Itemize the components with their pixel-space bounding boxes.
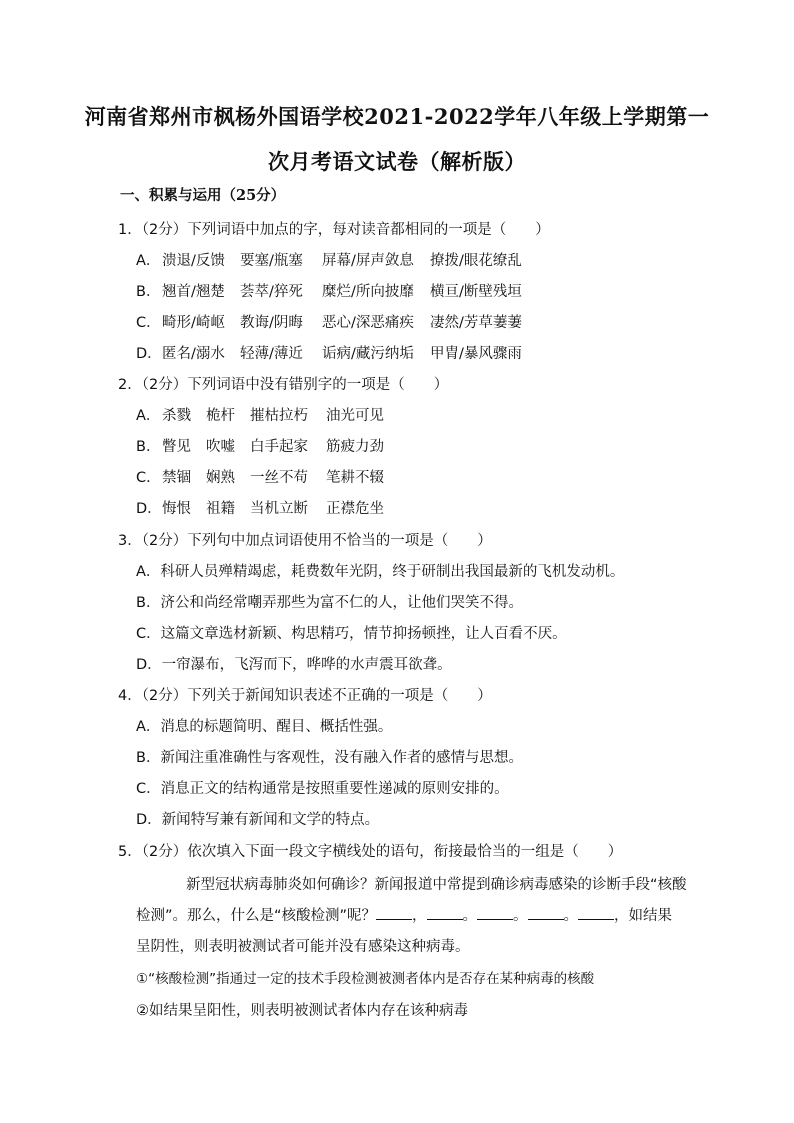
option-item: 瞥见	[162, 439, 191, 455]
option-item: 轻薄/薄近	[240, 346, 303, 362]
question-4-option-b: B．新闻注重准确性与客观性，没有融入作者的感情与思想。	[136, 750, 523, 766]
option-letter: A．	[136, 253, 161, 269]
option-item: 教诲/阴晦	[240, 315, 303, 331]
question-5-paragraph-line3: 呈阴性，则表明被测试者可能并没有感染这种病毒。	[136, 939, 470, 955]
question-1-option-a	[136, 249, 522, 270]
option-item: 笔耕不辍	[326, 470, 384, 486]
circled-number-1: ①	[136, 971, 149, 987]
option-item: 畸形/崎岖	[162, 315, 225, 331]
separator: 。	[513, 908, 528, 924]
document-title-line1: 河南省郑州市枫杨外国语学校2021-2022学年八年级上学期第一	[84, 104, 710, 129]
item-text: “核酸检测”指通过一定的技术手段检测被测者体内是否存在某种病毒的核酸	[148, 971, 595, 987]
option-item: 正襟危坐	[326, 501, 384, 517]
option-item: 屏幕/屏声敛息	[322, 253, 414, 269]
option-letter: D．	[136, 346, 162, 362]
question-2-option-c	[136, 466, 384, 487]
option-item: 横亘/断壁残垣	[430, 284, 522, 300]
question-5-paragraph-line1: 新型冠状病毒肺炎如何确诊？新闻报道中常提到确诊病毒感染的诊断手段“核酸	[186, 877, 687, 893]
option-item: 糜烂/所向披靡	[322, 284, 414, 300]
question-4-stem: 4．（2分）下列关于新闻知识表述不正确的一项是（ ）	[118, 688, 492, 704]
paragraph-text: 检测”。那么，什么是“核酸检测”呢？	[136, 908, 377, 924]
option-item: 筋疲力劲	[326, 439, 384, 455]
option-letter: B．	[136, 284, 161, 300]
question-3-option-a: A．科研人员殚精竭虑，耗费数年光阴，终于研制出我国最新的飞机发动机。	[136, 564, 625, 580]
option-item: 白手起家	[250, 439, 308, 455]
option-item: 甲胄/暴风骤雨	[430, 346, 522, 362]
question-2-option-d	[136, 497, 384, 518]
section-heading: 一、积累与运用（25分）	[120, 187, 286, 204]
option-item: 摧枯拉朽	[250, 408, 308, 424]
option-item: 娴熟	[206, 470, 235, 486]
option-item: 撩拨/眼花缭乱	[430, 253, 522, 269]
question-2-option-a	[136, 404, 384, 425]
option-item: 油光可见	[326, 408, 384, 424]
question-1-option-c	[136, 311, 522, 332]
option-letter: C．	[136, 470, 161, 486]
question-5-item-1	[136, 967, 594, 987]
answer-blank	[376, 907, 412, 920]
question-5-stem: 5．（2分）依次填入下面一段文字横线处的语句，衔接最恰当的一组是（ ）	[118, 844, 623, 860]
question-1-option-d	[136, 342, 522, 363]
separator: 。	[462, 908, 478, 924]
question-3-option-d: D．一帘瀑布，飞泻而下，哗哗的水声震耳欲聋。	[136, 657, 452, 673]
option-item: 一丝不苟	[250, 470, 308, 486]
question-5-item-2	[136, 999, 468, 1020]
question-3-option-c: C．这篇文章选材新颖、构思精巧，情节抑扬顿挫，让人百看不厌。	[136, 626, 567, 642]
separator: 。	[563, 908, 579, 924]
question-1-stem: 1．（2分）下列词语中加点的字，每对读音都相同的一项是（ ）	[118, 222, 550, 238]
answer-blank	[427, 907, 463, 920]
option-letter: A．	[136, 408, 161, 424]
option-item: 桅杆	[206, 408, 235, 424]
option-letter: C．	[136, 315, 161, 331]
question-2-stem: 2．（2分）下列词语中没有错别字的一项是（ ）	[118, 377, 449, 393]
question-3-option-b: B．济公和尚经常嘲弄那些为富不仁的人，让他们哭笑不得。	[136, 595, 523, 611]
document-title-line2: 次月考语文试卷（解析版）	[268, 149, 526, 174]
option-item: 荟萃/猝死	[240, 284, 303, 300]
option-item: 祖籍	[206, 501, 235, 517]
option-item: 溃退/反馈	[162, 253, 225, 269]
separator: ，	[412, 908, 427, 924]
answer-blank	[528, 907, 564, 920]
option-letter: D．	[136, 501, 162, 517]
circled-number-2: ②	[136, 1003, 149, 1019]
option-item: 翘首/翘楚	[162, 284, 225, 300]
option-item: 诟病/藏污纳垢	[322, 346, 414, 362]
question-4-option-c: C．消息正文的结构通常是按照重要性递减的原则安排的。	[136, 781, 509, 797]
question-1-option-b	[136, 280, 522, 301]
option-item: 凄然/芳草萋萋	[430, 315, 522, 331]
option-item: 当机立断	[250, 501, 308, 517]
question-4-option-d: D．新闻特写兼有新闻和文学的特点。	[136, 812, 380, 828]
option-item: 杀戮	[162, 408, 191, 424]
option-item: 禁锢	[162, 470, 191, 486]
question-5-paragraph-line2	[136, 904, 672, 925]
option-item: 匿名/溺水	[162, 346, 225, 362]
option-item: 要塞/瓶塞	[240, 253, 303, 269]
question-4-option-a: A．消息的标题简明、醒目、概括性强。	[136, 719, 393, 735]
option-item: 悔恨	[162, 501, 191, 517]
option-letter: B．	[136, 439, 161, 455]
question-3-stem: 3．（2分）下列句中加点词语使用不恰当的一项是（ ）	[118, 533, 492, 549]
answer-blank	[578, 907, 614, 920]
question-2-option-b	[136, 435, 384, 456]
paragraph-text: ，如结果	[614, 908, 673, 924]
option-item: 吹嘘	[206, 439, 235, 455]
answer-blank	[477, 907, 513, 920]
item-text: 如结果呈阳性，则表明被测试者体内存在该种病毒	[149, 1003, 468, 1019]
option-item: 恶心/深恶痛疾	[322, 315, 414, 331]
